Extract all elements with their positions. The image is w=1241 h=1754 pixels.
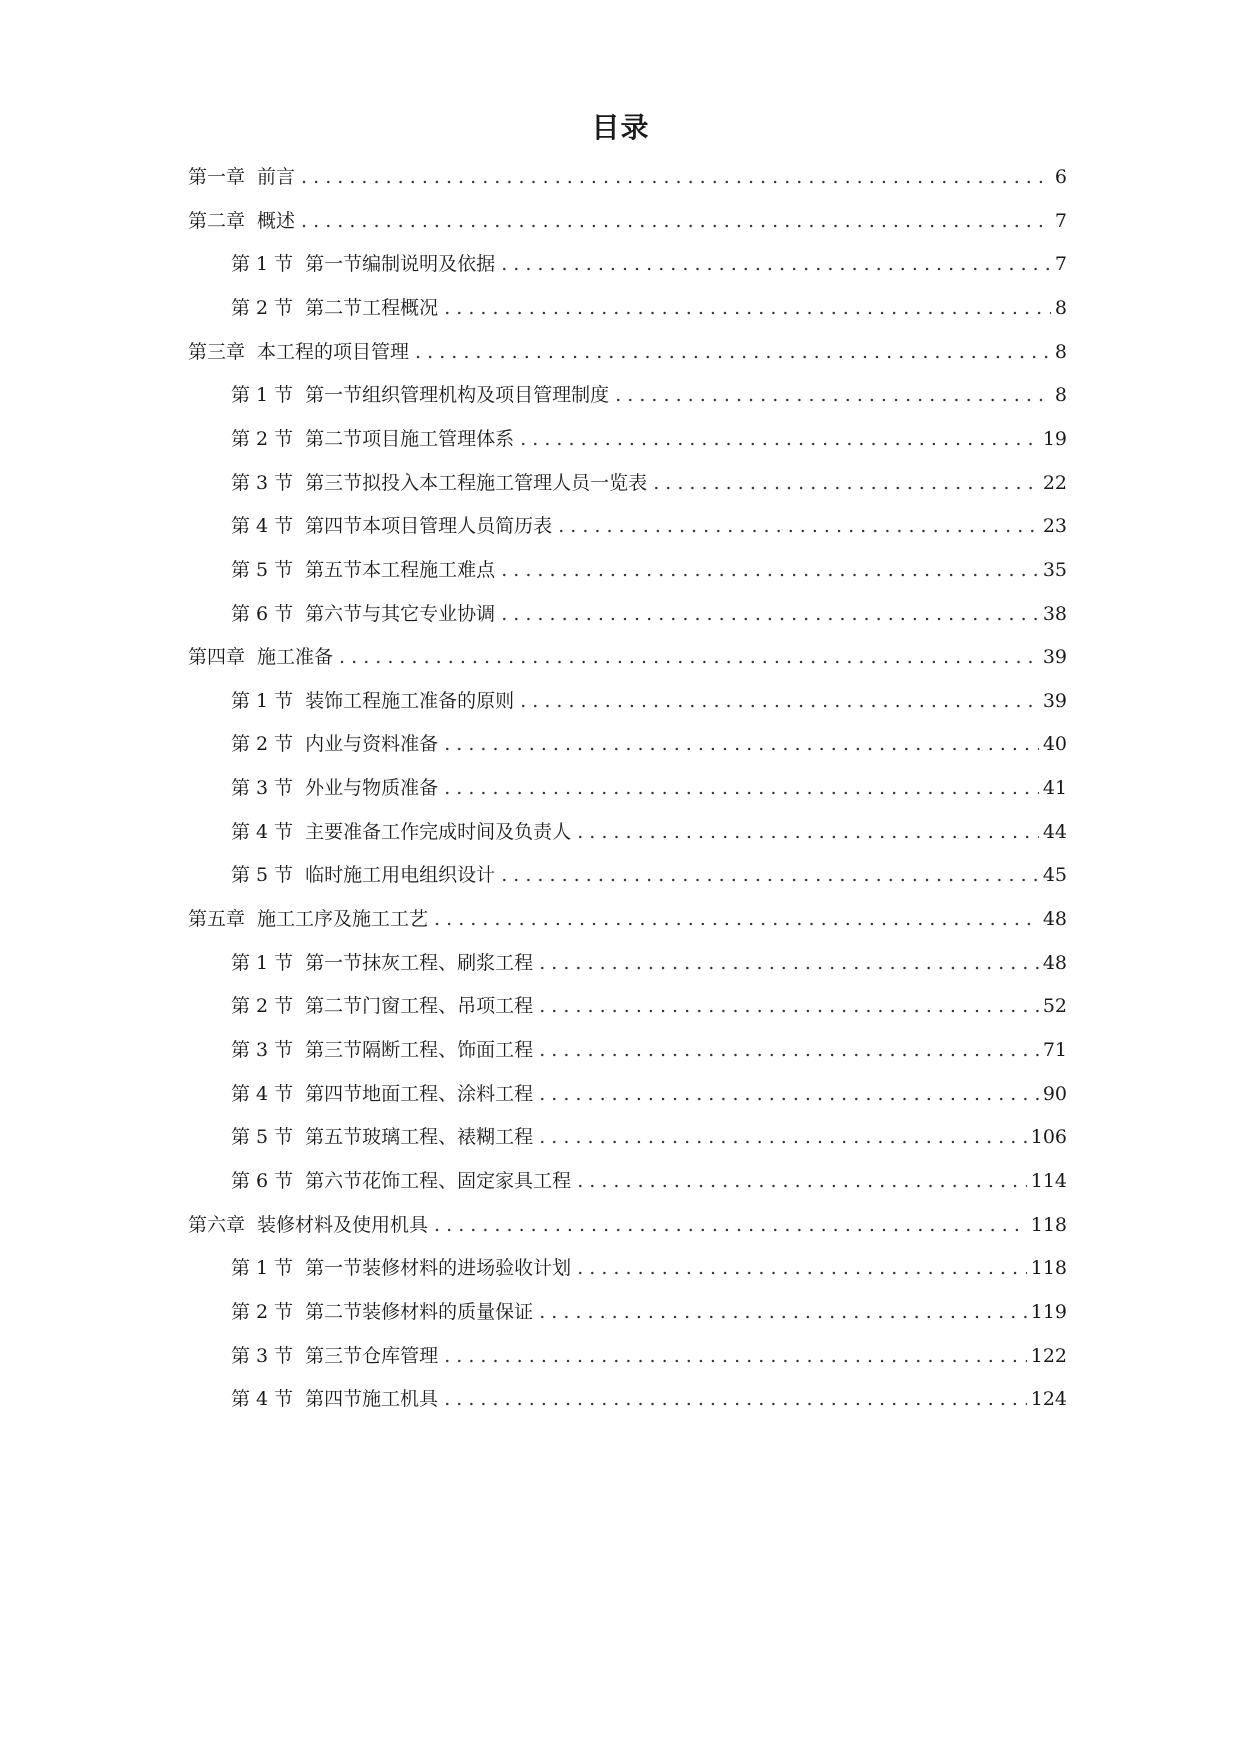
toc-page-number: 45 — [1042, 864, 1067, 887]
toc-page-number: 41 — [1042, 777, 1067, 800]
toc-entry-title: 主要准备工作完成时间及负责人 — [305, 820, 572, 843]
toc-entry-title: 装饰工程施工准备的原则 — [305, 689, 515, 712]
toc-section-entry[interactable] — [231, 858, 1067, 888]
toc-entry-title: 第二节装修材料的质量保证 — [305, 1300, 534, 1323]
toc-dot-leader — [539, 1037, 1039, 1063]
toc-section-entry[interactable] — [231, 247, 1067, 277]
toc-entry-title: 第四节施工机具 — [305, 1388, 439, 1411]
toc-page-number: 23 — [1042, 515, 1067, 538]
toc-entry-number: 第 2 节 — [231, 733, 294, 756]
toc-section-entry[interactable] — [231, 1120, 1067, 1150]
toc-page-number: 8 — [1054, 340, 1067, 363]
toc-dot-leader — [653, 470, 1039, 496]
toc-entry-number: 第 5 节 — [231, 1126, 294, 1149]
toc-page-number: 39 — [1042, 646, 1067, 669]
toc-chapter-entry[interactable] — [188, 640, 1067, 670]
toc-entry-title: 第一节组织管理机构及项目管理制度 — [305, 384, 610, 407]
toc-entry-number: 第 1 节 — [231, 1257, 294, 1280]
toc-dot-leader — [434, 906, 1039, 932]
toc-entry-number: 第 3 节 — [231, 777, 294, 800]
toc-entry-number: 第 3 节 — [231, 1039, 294, 1061]
toc-entry-number: 第 5 节 — [231, 864, 294, 887]
toc-dot-leader — [520, 426, 1039, 452]
toc-section-entry[interactable] — [231, 1251, 1067, 1281]
toc-dot-leader — [539, 950, 1039, 976]
toc-dot-leader — [444, 1386, 1027, 1412]
toc-chapter-entry[interactable] — [188, 160, 1067, 190]
toc-dot-leader — [615, 382, 1051, 408]
toc-entry-number: 第六章 — [188, 1213, 246, 1236]
toc-page-number: 6 — [1054, 166, 1067, 188]
toc-entry-number: 第 3 节 — [231, 1344, 294, 1367]
toc-entry-number: 第 1 节 — [231, 951, 294, 974]
toc-entry-title: 第一节抹灰工程、刷浆工程 — [305, 951, 534, 974]
toc-entry-number: 第 6 节 — [231, 602, 294, 625]
toc-page-number: 122 — [1030, 1344, 1067, 1367]
toc-page-number: 90 — [1042, 1082, 1067, 1105]
toc-dot-leader — [539, 1299, 1027, 1325]
toc-entry-title: 第三节仓库管理 — [305, 1344, 439, 1367]
toc-dot-leader — [539, 1124, 1027, 1150]
toc-page-number: 19 — [1042, 427, 1067, 450]
toc-chapter-entry[interactable] — [188, 204, 1067, 234]
toc-page-number: 39 — [1042, 689, 1067, 712]
toc-entry-title: 本工程的项目管理 — [257, 340, 410, 363]
toc-entry-number: 第 4 节 — [231, 1388, 294, 1411]
toc-page-number: 40 — [1042, 733, 1067, 756]
toc-entry-number: 第 3 节 — [231, 471, 294, 494]
toc-chapter-entry[interactable] — [188, 1208, 1067, 1238]
toc-entry-number: 第 2 节 — [231, 296, 294, 319]
toc-dot-leader — [577, 819, 1039, 845]
toc-page-number: 48 — [1042, 908, 1067, 931]
toc-entry-title: 第二节工程概况 — [305, 296, 439, 319]
toc-dot-leader — [444, 1343, 1027, 1369]
toc-entry-title: 第一节编制说明及依据 — [305, 253, 496, 276]
toc-section-entry[interactable] — [231, 553, 1067, 583]
toc-section-entry[interactable] — [231, 815, 1067, 845]
toc-section-entry[interactable] — [231, 989, 1067, 1019]
toc-entry-title: 第二节项目施工管理体系 — [305, 427, 515, 450]
toc-page-number: 7 — [1054, 209, 1067, 232]
toc-entry-title: 第五节本工程施工难点 — [305, 558, 496, 581]
toc-page-number: 7 — [1054, 253, 1067, 276]
toc-dot-leader — [444, 731, 1039, 757]
toc-entry-title: 概述 — [257, 209, 296, 232]
toc-page-number: 118 — [1030, 1257, 1067, 1280]
toc-dot-leader — [501, 251, 1051, 277]
toc-page-number: 124 — [1030, 1388, 1067, 1411]
toc-entry-number: 第 4 节 — [231, 515, 294, 538]
toc-dot-leader — [558, 513, 1039, 539]
toc-entry-number: 第三章 — [188, 340, 246, 363]
toc-entry-title: 第五节玻璃工程、裱糊工程 — [305, 1126, 534, 1149]
toc-entry-number: 第四章 — [188, 646, 246, 669]
toc-entry-title: 前言 — [257, 166, 296, 188]
toc-page-number: 8 — [1054, 296, 1067, 319]
toc-dot-leader — [339, 644, 1039, 670]
toc-page-number: 38 — [1042, 602, 1067, 625]
toc-page-number: 8 — [1054, 384, 1067, 407]
toc-entry-title: 施工工序及施工工艺 — [257, 908, 429, 931]
toc-dot-leader — [444, 295, 1051, 321]
toc-page-number: 71 — [1042, 1039, 1067, 1061]
toc-entry-number: 第 1 节 — [231, 384, 294, 407]
toc-section-entry[interactable] — [231, 291, 1067, 321]
toc-entry-number: 第 2 节 — [231, 995, 294, 1018]
toc-dot-leader — [415, 339, 1051, 365]
toc-page-number: 119 — [1030, 1300, 1067, 1323]
toc-section-entry[interactable] — [231, 1339, 1067, 1369]
toc-page-number: 52 — [1042, 995, 1067, 1018]
toc-section-entry[interactable] — [231, 727, 1067, 757]
toc-section-entry[interactable] — [231, 509, 1067, 539]
toc-dot-leader — [501, 862, 1039, 888]
toc-page-number: 48 — [1042, 951, 1067, 974]
toc-entry-title: 临时施工用电组织设计 — [305, 864, 496, 887]
page-title: 目录 — [591, 111, 650, 144]
toc-entry-number: 第 4 节 — [231, 820, 294, 843]
toc-entry-number: 第 6 节 — [231, 1169, 294, 1192]
toc-section-entry[interactable] — [231, 1033, 1067, 1063]
toc-entry-number: 第五章 — [188, 908, 246, 931]
toc-dot-leader — [444, 775, 1039, 801]
toc-entry-title: 第六节花饰工程、固定家具工程 — [305, 1169, 572, 1192]
toc-section-entry[interactable] — [231, 466, 1067, 496]
toc-dot-leader — [539, 1081, 1039, 1107]
toc-entry-title: 外业与物质准备 — [305, 777, 439, 800]
toc-entry-number: 第 1 节 — [231, 253, 294, 276]
toc-dot-leader — [501, 601, 1039, 627]
toc-entry-number: 第 5 节 — [231, 558, 294, 581]
toc-page-number: 114 — [1030, 1169, 1067, 1192]
toc-entry-number: 第二章 — [188, 209, 246, 232]
toc-dot-leader — [301, 164, 1051, 190]
toc-entry-title: 内业与资料准备 — [305, 733, 439, 756]
toc-entry-title: 第六节与其它专业协调 — [305, 602, 496, 625]
toc-entry-title: 第三节隔断工程、饰面工程 — [305, 1039, 534, 1061]
toc-page-number: 35 — [1042, 558, 1067, 581]
toc-entry-title: 第一节装修材料的进场验收计划 — [305, 1257, 572, 1280]
toc-section-entry[interactable] — [231, 946, 1067, 976]
toc-chapter-entry[interactable] — [188, 335, 1067, 365]
toc-dot-leader — [520, 688, 1039, 714]
toc-section-entry[interactable] — [231, 771, 1067, 801]
toc-entry-number: 第 4 节 — [231, 1082, 294, 1105]
toc-entry-title: 装修材料及使用机具 — [257, 1213, 429, 1236]
toc-page-number: 118 — [1030, 1213, 1067, 1236]
toc-entry-title: 第三节拟投入本工程施工管理人员一览表 — [305, 471, 648, 494]
toc-section-entry[interactable] — [231, 684, 1067, 714]
toc-page-number: 22 — [1042, 471, 1067, 494]
toc-entry-number: 第 2 节 — [231, 1300, 294, 1323]
toc-entry-number: 第 1 节 — [231, 689, 294, 712]
toc-dot-leader — [501, 557, 1039, 583]
toc-dot-leader — [577, 1168, 1027, 1194]
toc-entry-title: 第四节本项目管理人员简历表 — [305, 515, 553, 538]
toc-page-number: 106 — [1030, 1126, 1067, 1149]
toc-entry-title: 第四节地面工程、涂料工程 — [305, 1082, 534, 1105]
toc-dot-leader — [577, 1255, 1027, 1281]
toc-dot-leader — [434, 1212, 1027, 1238]
toc-section-entry[interactable] — [231, 1164, 1067, 1194]
toc-section-entry[interactable] — [231, 422, 1067, 452]
toc-entry-number: 第 2 节 — [231, 427, 294, 450]
toc-section-entry[interactable] — [231, 1077, 1067, 1107]
toc-section-entry[interactable] — [231, 378, 1067, 408]
toc-entry-number: 第一章 — [188, 166, 246, 188]
toc-page-number: 44 — [1042, 820, 1067, 843]
toc-section-entry[interactable] — [231, 1382, 1067, 1412]
toc-section-entry[interactable] — [231, 597, 1067, 627]
toc-entry-title: 施工准备 — [257, 646, 334, 669]
toc-section-entry[interactable] — [231, 1295, 1067, 1325]
toc-entry-title: 第二节门窗工程、吊项工程 — [305, 995, 534, 1018]
toc-dot-leader — [301, 208, 1051, 234]
toc-dot-leader — [539, 993, 1039, 1019]
toc-chapter-entry[interactable] — [188, 902, 1067, 932]
